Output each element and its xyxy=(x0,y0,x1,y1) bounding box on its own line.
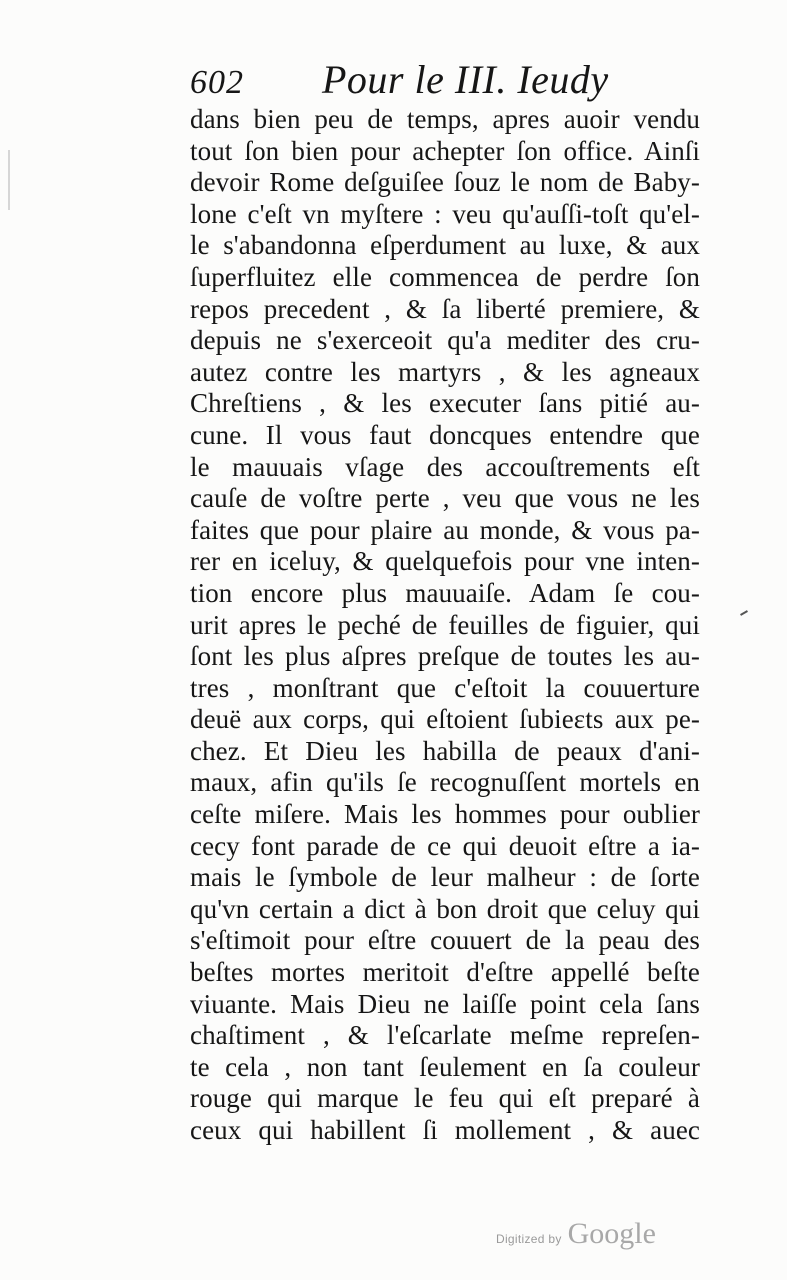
text-line: cecy font parade de ce qui deuoit eſtre a ia- xyxy=(190,830,700,861)
text-line: ſuperfluitez elle commencea de perdre ſon xyxy=(190,261,700,292)
text-line: rouge qui marque le feu qui eſt preparé à xyxy=(190,1083,700,1114)
text-line: chaſtiment , & l'eſcarlate meſme repreſen- xyxy=(190,1020,700,1051)
text-line: tion encore plus mauuaiſe. Adam ſe cou- xyxy=(190,577,700,608)
text-line: urit apres le peché de feuilles de figuier, qui xyxy=(190,609,700,640)
digitized-by-label: Digitized by xyxy=(496,1232,562,1246)
text-line: chez. Et Dieu les habilla de peaux d'ani- xyxy=(190,735,700,766)
text-line: mais le ſymbole de leur malheur : de ſorte xyxy=(190,862,700,893)
text-line: Chreſtiens , & les executer ſans pitié au- xyxy=(190,388,700,419)
google-watermark xyxy=(496,1217,656,1251)
text-line: tout ſon bien pour achepter ſon office. Ainſi xyxy=(190,135,700,166)
text-line: le mauuais vſage des accouſtrements eſt xyxy=(190,451,700,482)
text-line: cauſe de voſtre perte , veu que vous ne les xyxy=(190,483,700,514)
page-number: 602 xyxy=(190,64,244,101)
body-text xyxy=(190,104,700,1147)
text-line: maux, afin qu'ils ſe recognuſſent mortels en xyxy=(190,767,700,798)
text-line: repos precedent , & ſa liberté premiere, & xyxy=(190,293,700,324)
text-line: ſont les plus aſpres preſque de toutes les au- xyxy=(190,641,700,672)
google-logo: Google xyxy=(567,1217,656,1250)
text-line: rer en iceluy, & quelquefois pour vne inten- xyxy=(190,546,700,577)
page-header xyxy=(190,56,670,106)
text-line: qu'vn certain a dict à bon droit que celuy qui xyxy=(190,893,700,924)
text-line: autez contre les martyrs , & les agneaux xyxy=(190,356,700,387)
text-line: faites que pour plaire au monde, & vous pa- xyxy=(190,514,700,545)
margin-mark xyxy=(740,610,748,616)
text-line: s'eſtimoit pour eſtre couuert de la peau des xyxy=(190,925,700,956)
text-line: cune. Il vous faut doncques entendre que xyxy=(190,419,700,450)
text-line: dans bien peu de temps, apres auoir vendu xyxy=(190,104,700,134)
text-line: lone c'eſt vn myſtere : veu qu'auſſi-toſt qu'el- xyxy=(190,198,700,229)
text-line: ceſte miſere. Mais les hommes pour oublier xyxy=(190,799,700,830)
text-line: depuis ne s'exerceoit qu'a mediter des cru- xyxy=(190,325,700,356)
page-edge-mark xyxy=(8,150,10,210)
text-line: te cela , non tant ſeulement en ſa couleur xyxy=(190,1051,700,1082)
text-line: devoir Rome deſguiſee ſouz le nom de Baby- xyxy=(190,167,700,198)
text-line: ceux qui habillent ſi mollement , & auec xyxy=(190,1115,700,1145)
text-line: le s'abandonna eſperdument au luxe, & aux xyxy=(190,230,700,261)
running-head: Pour le III. Ieudy xyxy=(322,57,609,102)
text-line: viuante. Mais Dieu ne laiſſe point cela ſans xyxy=(190,988,700,1019)
text-line: beſtes mortes meritoit d'eſtre appellé beſte xyxy=(190,957,700,988)
text-line: deuë aux corps, qui eſtoient ſubieɛts aux pe- xyxy=(190,704,700,735)
text-line: tres , monſtrant que c'eſtoit la couuerture xyxy=(190,672,700,703)
